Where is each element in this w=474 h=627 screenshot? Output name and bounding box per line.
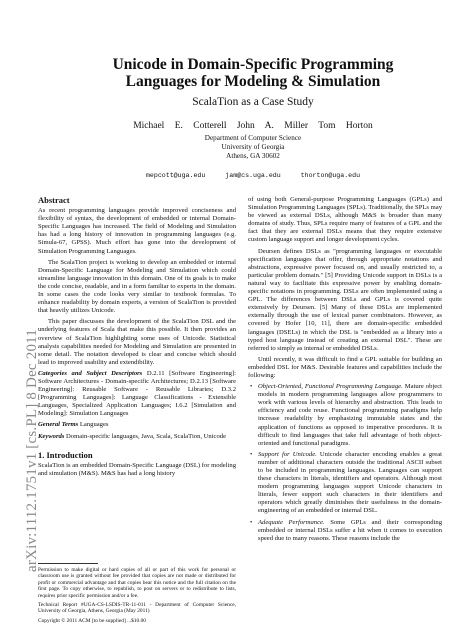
title-line-1: Unicode in Domain-Specific Programming — [112, 56, 394, 73]
paper-title — [60, 56, 446, 90]
abstract-heading: Abstract — [38, 195, 70, 205]
paper-subtitle: ScalaTion as a Case Study — [192, 96, 314, 108]
left-column — [38, 196, 236, 481]
permission-footnote — [38, 563, 236, 627]
categories-block — [38, 370, 236, 419]
author-list — [60, 121, 446, 131]
author-name: Michael E. Cotterell — [133, 121, 227, 131]
list-item-label: Adequate Performance. — [258, 518, 325, 526]
footnote-copyright: Copyright © 2011 ACM [to be supplied] ...$10.00 — [38, 617, 146, 624]
affiliation-university: University of Georgia — [221, 143, 285, 151]
list-item — [258, 383, 442, 448]
arxiv-identifier[interactable]: arXiv:1112.1751v1 [cs.PL] 8 Dec 2011 — [24, 329, 40, 572]
list-item — [258, 451, 442, 516]
footnote-permission: Permission to make digital or hard copies of all or part of this work for personal or classroom use is granted without fee provided that copies are not made or distributed for profit or commercial advantage and that copies bear this notice and the full citation on the first page. To copy otherwise, to republish, to post on servers or to redistribute to lists, requires prior specific permission and/or a fee. — [38, 567, 236, 599]
abstract-paragraph: This paper discusses the development of the ScalaTion DSL and the underlying features of Scala that make this possible. It then provides an overview of ScalaTion highlighting some uses of Unicode. Statistical analysis capabilities needed for Modeling and Simulation are presented in some detail. The notation developed is clear and concise which should lead to improved usability and extendibility. — [38, 318, 236, 366]
author-name: Tom Horton — [318, 121, 373, 131]
footnote-report: Technical Report #UGA-CS-LSDIS-TR-11-011 - Department of Computer Science, University of Georgia, Athens, Georgia (May 2011) — [38, 602, 236, 615]
list-item-text: Unicode character encoding enables a great number of additional characters outside the traditional ASCII subset to be included in programming languages. Languages can support these characters in literals, identifiers and operators. Although most modern programming languages support Unicode characters in literals, fewer support such characters in their identifiers and operators which greatly diminishes their usefulness in the domain-engineering of an embedded or internal DSL. — [258, 450, 442, 515]
author-email[interactable]: mepcott@uga.edu — [145, 172, 206, 179]
list-item-text: Mature object models in modern programming languages allow programmers to work with various levels of hierarchy and abstraction. This leads to efficiency and code reuse. Functional programming paradigms help increase readability by emphasizing immutable states and the application of functions as opposed to imperative procedures. It is difficult to find languages that take full advantage of both object-oriented and functional paradigms. — [258, 383, 442, 447]
keywords-block — [38, 433, 236, 441]
author-email[interactable]: jam@cs.uga.edu — [225, 172, 281, 179]
author-email[interactable]: thorton@uga.edu — [300, 172, 361, 179]
affiliation-address: Athens, GA 30602 — [226, 152, 280, 160]
body-paragraph: Deursen defines DSLs as "programming languages or executable specification languages that offer, through appropriate notations and abstractions, expressive power focused on, and usually restricted to, a particular problem domain." [5] Providing Unicode support in DSLs is a natural way to facilitate this expressive power by enabling domain-specific notations in programming. DSLs are often implemented using a GPL. The differences between DSLs and GPLs is covered quite extensively by Deursen. [5] Many of these DSLs are implemented externally through the use of lexical parser combinators. However, as covered by Hofer [10, 11], there are domain-specific embedded languages (DSELs) in which the DSL is "embedded as a library into a typed host language instead of creating an external DSL". These are referred to simply as internal or embedded DSLs. — [248, 247, 442, 352]
affiliation-department: Department of Computer Science — [204, 134, 302, 142]
introduction-paragraph: ScalaTion is an embedded Domain-Specific Language (DSL) for modeling and simulation (M&S). M&S has had a long history — [38, 461, 236, 477]
author-name: John A. Miller — [236, 121, 309, 131]
email-list — [60, 172, 446, 179]
body-paragraph: of using both General-purpose Programming Languages (GPLs) and Simulation Programming Languages (SPLs). Traditionally, the SPLs may be viewed as external DSLs, although M&S is broader than many domains of study. Thus, SPLs require many of features of a GPL and the fact that they are external DSLs means that they require extensive custom language support and longer development cycles. — [248, 196, 442, 244]
feature-list — [248, 383, 442, 543]
list-item — [258, 519, 442, 543]
general-terms-text: Languages — [79, 421, 109, 429]
keywords-text: Domain-specific languages, Java, Scala, ScalaTion, Unicode — [66, 432, 227, 440]
general-terms-block — [38, 421, 236, 429]
right-column — [248, 196, 442, 546]
arxiv-sidebar — [2, 150, 40, 620]
body-paragraph: Until recently, it was difficult to find a GPL suitable for building an embedded DSL for M&S. Desirable features and capabilities include the following: — [248, 355, 442, 379]
affiliation — [60, 134, 446, 161]
list-item-text: Some GPLs and their corresponding embedded or internal DSLs suffer a hit when it comes to execution speed due to many reasons. These reasons include the — [258, 518, 442, 542]
title-line-2: Languages for Modeling & Simulation — [125, 73, 381, 90]
list-item-label: Object-Oriented, Functional Programming Language. — [258, 383, 403, 391]
introduction-heading: 1. Introduction — [38, 449, 93, 460]
categories-heading: Categories and Subject Descriptors — [38, 369, 143, 377]
keywords-heading: Keywords — [38, 432, 65, 440]
abstract-paragraph: As recent programming languages provide improved conciseness and flexibility of syntax, the development of embedded or internal Domain-Specific Languages has increased. The field of Modeling and Simulation has had a long history of innovation in programming languages (e.g. Simula-67, GPSS). Much effort has gone into the development of Simulation Programming Languages. — [38, 207, 236, 255]
abstract-paragraph: The ScalaTion project is working to develop an embedded or internal Domain-Specific Language for Modeling and Simulation which could streamline language innovation in this domain. One of its goals is to make the code concise, readable, and in a form familiar to experts in the domain. In some cases the code looks very similar to textbook formulas. To enhance readability by domain experts, a version of ScalaTion is provided that heavily utilizes Unicode. — [38, 258, 236, 315]
categories-text: D.2.11 [Software Engineering]: Software Architectures - Domain-specific Architectures; D.2.13 [Software Engineering]: Reusable Software - Reusable Libraries; D.3.2 [Programming Languages]: Language Classifications - Extensible Languages, Specialized Application Languages; I.6.2 [Simulation and Modeling]: Simulation Languages — [38, 369, 236, 418]
general-terms-heading: General Terms — [38, 421, 79, 429]
list-item-label: Support for Unicode. — [258, 450, 317, 458]
footnote-rule — [38, 563, 98, 564]
